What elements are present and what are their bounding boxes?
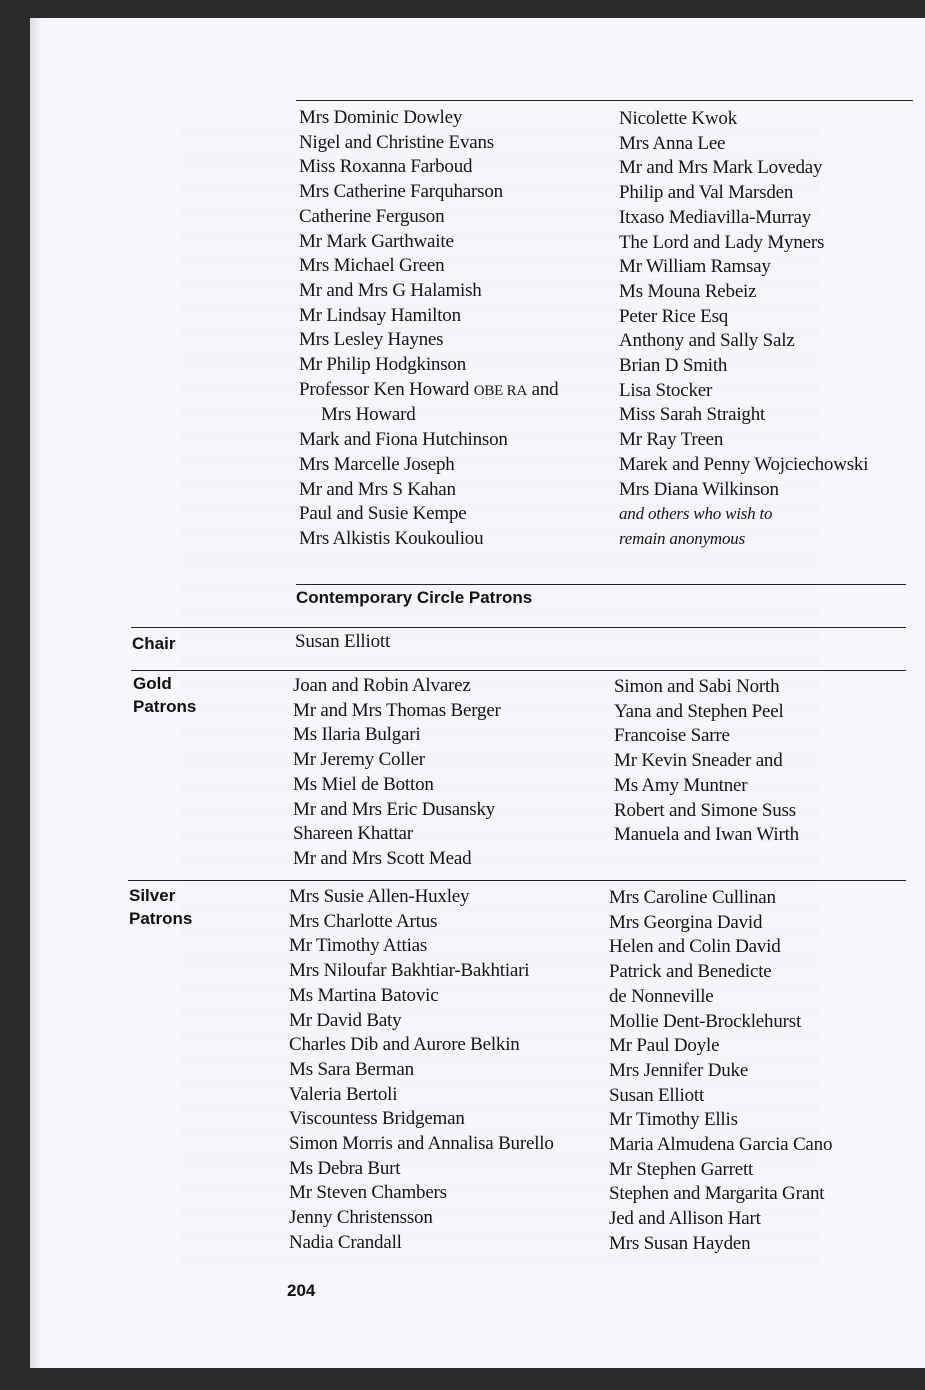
- honours-text: OBE RA: [473, 382, 528, 399]
- silver-label-line1: Silver: [129, 886, 176, 905]
- name-entry: Stephen and Margarita Grant: [609, 1183, 825, 1205]
- name-entry: Mr Philip Hodgkinson: [299, 354, 467, 376]
- name-entry: Mrs Caroline Cullinan: [609, 887, 776, 908]
- name-entry: Paul and Susie Kempe: [299, 503, 467, 525]
- page-edge: [30, 18, 42, 1368]
- name-entry: Mrs Charlotte Artus: [289, 910, 438, 932]
- name-entry: Lisa Stocker: [619, 379, 713, 401]
- gold-left-column: [293, 674, 501, 872]
- silver-rule: [128, 880, 906, 881]
- name-entry: Helen and Colin David: [609, 936, 781, 958]
- name-entry: Robert and Simone Suss: [614, 799, 796, 821]
- name-entry: Mollie Dent-Brocklehurst: [609, 1010, 802, 1032]
- name-entry: Ms Sara Berman: [289, 1058, 414, 1080]
- gold-label: [133, 672, 196, 718]
- name-entry: Mr Paul Doyle: [609, 1035, 720, 1057]
- name-entry: Mrs Jennifer Duke: [609, 1059, 749, 1081]
- name-entry: The Lord and Lady Myners: [619, 231, 825, 253]
- name-entry: Mr Mark Garthwaite: [299, 230, 454, 252]
- name-entry: Mrs Dominic Dowley: [299, 107, 463, 128]
- name-entry: Valeria Bertoli: [289, 1083, 398, 1105]
- name-entry: Mr and Mrs G Halamish: [299, 279, 482, 301]
- chair-rule: [131, 627, 906, 628]
- name-entry: Simon Morris and Annalisa Burello: [289, 1133, 554, 1155]
- name-entry: Mrs Lesley Haynes: [299, 329, 444, 351]
- name-entry: Marek and Penny Wojciechowski: [619, 453, 869, 475]
- name-entry: Mrs Diana Wilkinson: [619, 478, 779, 500]
- name-entry: Jenny Christensson: [289, 1207, 433, 1229]
- name-entry: Viscountess Bridgeman: [289, 1108, 465, 1130]
- name-entry: Mrs Susie Allen-Huxley: [289, 886, 470, 907]
- name-entry: Philip and Val Marsden: [619, 182, 794, 204]
- gold-rule: [131, 670, 906, 671]
- silver-left-column: [289, 885, 554, 1256]
- gold-label-line2: Patrons: [133, 697, 197, 716]
- chair-name: Susan Elliott: [295, 631, 391, 652]
- gold-label-line1: Gold: [133, 674, 172, 693]
- name-entry: Mrs Marcelle Joseph: [299, 453, 455, 475]
- section-rule: [296, 584, 906, 585]
- name-entry: Mrs Anna Lee: [619, 132, 726, 154]
- top-rule: [296, 100, 913, 101]
- name-text: Professor Ken Howard: [299, 378, 474, 400]
- name-entry: Mr and Mrs Mark Loveday: [619, 157, 823, 179]
- name-entry: Maria Almudena Garcia Cano: [609, 1134, 833, 1156]
- name-entry: Susan Elliott: [609, 1084, 705, 1106]
- name-entry: Mrs Georgina David: [609, 911, 763, 933]
- name-entry: Anthony and Sally Salz: [619, 330, 795, 352]
- name-entry: Nigel and Christine Evans: [299, 131, 494, 153]
- name-entry: Ms Mouna Rebeiz: [619, 280, 757, 302]
- name-entry: Shareen Khattar: [293, 823, 413, 845]
- name-entry: Nicolette Kwok: [619, 108, 738, 129]
- name-entry: Patrick and Benedicte: [609, 961, 772, 983]
- name-entry: Mrs Niloufar Bakhtiar-Bakhtiari: [289, 960, 530, 982]
- name-entry: Mrs Michael Green: [299, 255, 445, 277]
- name-text: and: [527, 378, 559, 400]
- chair-label: Chair: [132, 634, 176, 653]
- name-entry: Mark and Fiona Hutchinson: [299, 429, 508, 451]
- name-entry: Mr and Mrs Scott Mead: [293, 847, 472, 869]
- name-entry: Mr Jeremy Coller: [293, 749, 425, 771]
- name-entry: Itxaso Mediavilla-Murray: [619, 206, 812, 228]
- name-entry: Mrs Catherine Farquharson: [299, 181, 503, 203]
- name-entry: Miss Sarah Straight: [619, 404, 766, 426]
- name-entry: Mr Stephen Garrett: [609, 1158, 754, 1180]
- name-entry: Mr William Ramsay: [619, 256, 771, 278]
- name-entry: Mr Timothy Ellis: [609, 1109, 738, 1131]
- name-entry: Ms Martina Batovic: [289, 984, 439, 1006]
- name-entry: [299, 378, 558, 404]
- name-entry: Yana and Stephen Peel: [614, 700, 784, 722]
- name-entry: Catherine Ferguson: [299, 205, 445, 227]
- name-entry: Peter Rice Esq: [619, 305, 729, 327]
- name-entry: Simon and Sabi North: [614, 676, 780, 697]
- name-entry: Ms Ilaria Bulgari: [293, 724, 421, 746]
- name-entry: Mrs Susan Hayden: [609, 1232, 751, 1254]
- name-entry: Ms Debra Burt: [289, 1157, 401, 1179]
- top-left-column: [299, 106, 558, 552]
- name-entry: Manuela and Iwan Wirth: [614, 824, 799, 846]
- top-right-column: [619, 107, 868, 552]
- name-entry: Jed and Allison Hart: [609, 1208, 761, 1230]
- name-entry: Mr Steven Chambers: [289, 1182, 447, 1204]
- name-entry: Mrs Alkistis Koukouliou: [299, 527, 484, 549]
- name-entry: Nadia Crandall: [289, 1231, 402, 1253]
- name-entry: Charles Dib and Aurore Belkin: [289, 1034, 520, 1056]
- page-number: 204: [287, 1281, 316, 1300]
- name-entry: Mr and Mrs Eric Dusansky: [293, 798, 496, 820]
- anonymous-note: and others who wish to: [619, 504, 773, 524]
- name-entry: Mr and Mrs Thomas Berger: [293, 699, 501, 721]
- name-entry: de Nonneville: [609, 985, 714, 1007]
- section-title: Contemporary Circle Patrons: [296, 588, 533, 607]
- name-entry: Brian D Smith: [619, 355, 728, 377]
- name-entry: Miss Roxanna Farboud: [299, 156, 473, 178]
- name-entry: Mr Ray Treen: [619, 429, 724, 451]
- anonymous-note: remain anonymous: [619, 528, 746, 548]
- name-entry: Mr David Baty: [289, 1009, 402, 1031]
- silver-label: [129, 884, 192, 930]
- name-entry: Mr Lindsay Hamilton: [299, 304, 461, 326]
- name-entry: Ms Amy Muntner: [614, 774, 748, 796]
- name-entry: Mr Timothy Attias: [289, 935, 428, 957]
- gold-right-column: [614, 675, 799, 848]
- name-entry-continued: Mrs Howard: [321, 404, 416, 426]
- name-entry: Ms Miel de Botton: [293, 773, 434, 795]
- name-entry: Francoise Sarre: [614, 725, 730, 747]
- silver-label-line2: Patrons: [129, 909, 193, 928]
- silver-right-column: [609, 886, 832, 1257]
- name-entry: Mr Kevin Sneader and: [614, 750, 783, 772]
- name-entry: Joan and Robin Alvarez: [293, 675, 471, 696]
- name-entry: Mr and Mrs S Kahan: [299, 478, 456, 500]
